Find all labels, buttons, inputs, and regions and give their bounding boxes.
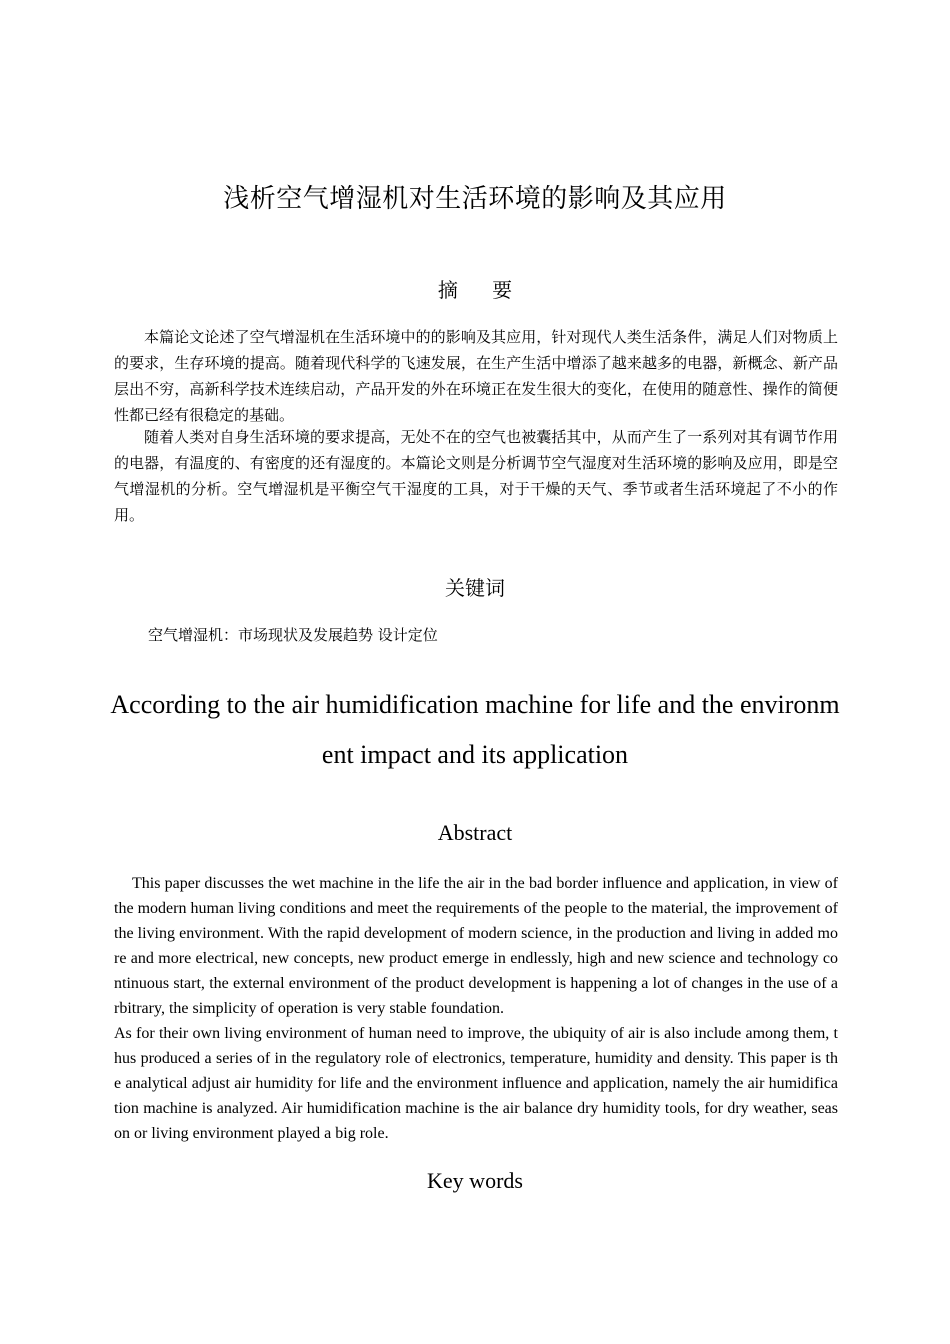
chinese-keywords-heading: 关键词 — [445, 576, 505, 600]
english-keywords-heading: Key words — [427, 1168, 523, 1193]
english-abstract-paragraph-2: As for their own living environment of human need to improve, the ubiquity of air is also include among them, thus produced a series of in the regulatory role of electronics, temperature, humidity and density. This paper is the analytical adjust air humidity for life and the environment influence and application, namely the air humidification machine is analyzed. Air humidification machine is the air balance dry humidity tools, for dry weather, season or living environment played a big role. — [114, 1025, 838, 1142]
chinese-abstract-heading: 摘 要 — [437, 278, 527, 302]
english-abstract-paragraph-1: This paper discusses the wet machine in the life the air in the bad border influence and application, in view of the modern human living conditions and meet the requirements of the people to the material, the improvement of the living environment. With the rapid development of modern science, in the production and living in added more and more electrical, new concepts, new product emerge in endlessly, high and new science and technology continuous start, the external environment of the product development is happening a lot of changes in the use of arbitrary, the simplicity of operation is very stable foundation. — [114, 875, 838, 1017]
chinese-abstract-paragraph-1: 本篇论文论述了空气增湿机在生活环境中的的影响及其应用，针对现代人类生活条件，满足人们对物质上的要求，生存环境的提高。随着现代科学的飞速发展，在生产生活中增添了越来越多的电器，新概念、新产品层出不穷，高新科学技术连续启动，产品开发的外在环境正在发生很大的变化，在使用的随意性、操作的简便性都已经有很稳定的基础。 — [114, 328, 838, 424]
chinese-keywords: 空气增湿机：市场现状及发展趋势 设计定位 — [148, 626, 438, 644]
chinese-abstract-paragraph-2: 随着人类对自身生活环境的要求提高，无处不在的空气也被囊括其中，从而产生了一系列对其有调节作用的电器，有温度的、有密度的还有湿度的。本篇论文则是分析调节空气湿度对生活环境的影响及应用，即是空气增湿机的分析。空气增湿机是平衡空气干湿度的工具，对于干燥的天气、季节或者生活环境起了不小的作用。 — [114, 428, 838, 524]
english-title: According to the air humidification machine for life and the environment impact and its application — [110, 690, 840, 769]
english-abstract-heading: Abstract — [437, 820, 513, 845]
chinese-title: 浅析空气增湿机对生活环境的影响及其应用 — [223, 184, 727, 214]
